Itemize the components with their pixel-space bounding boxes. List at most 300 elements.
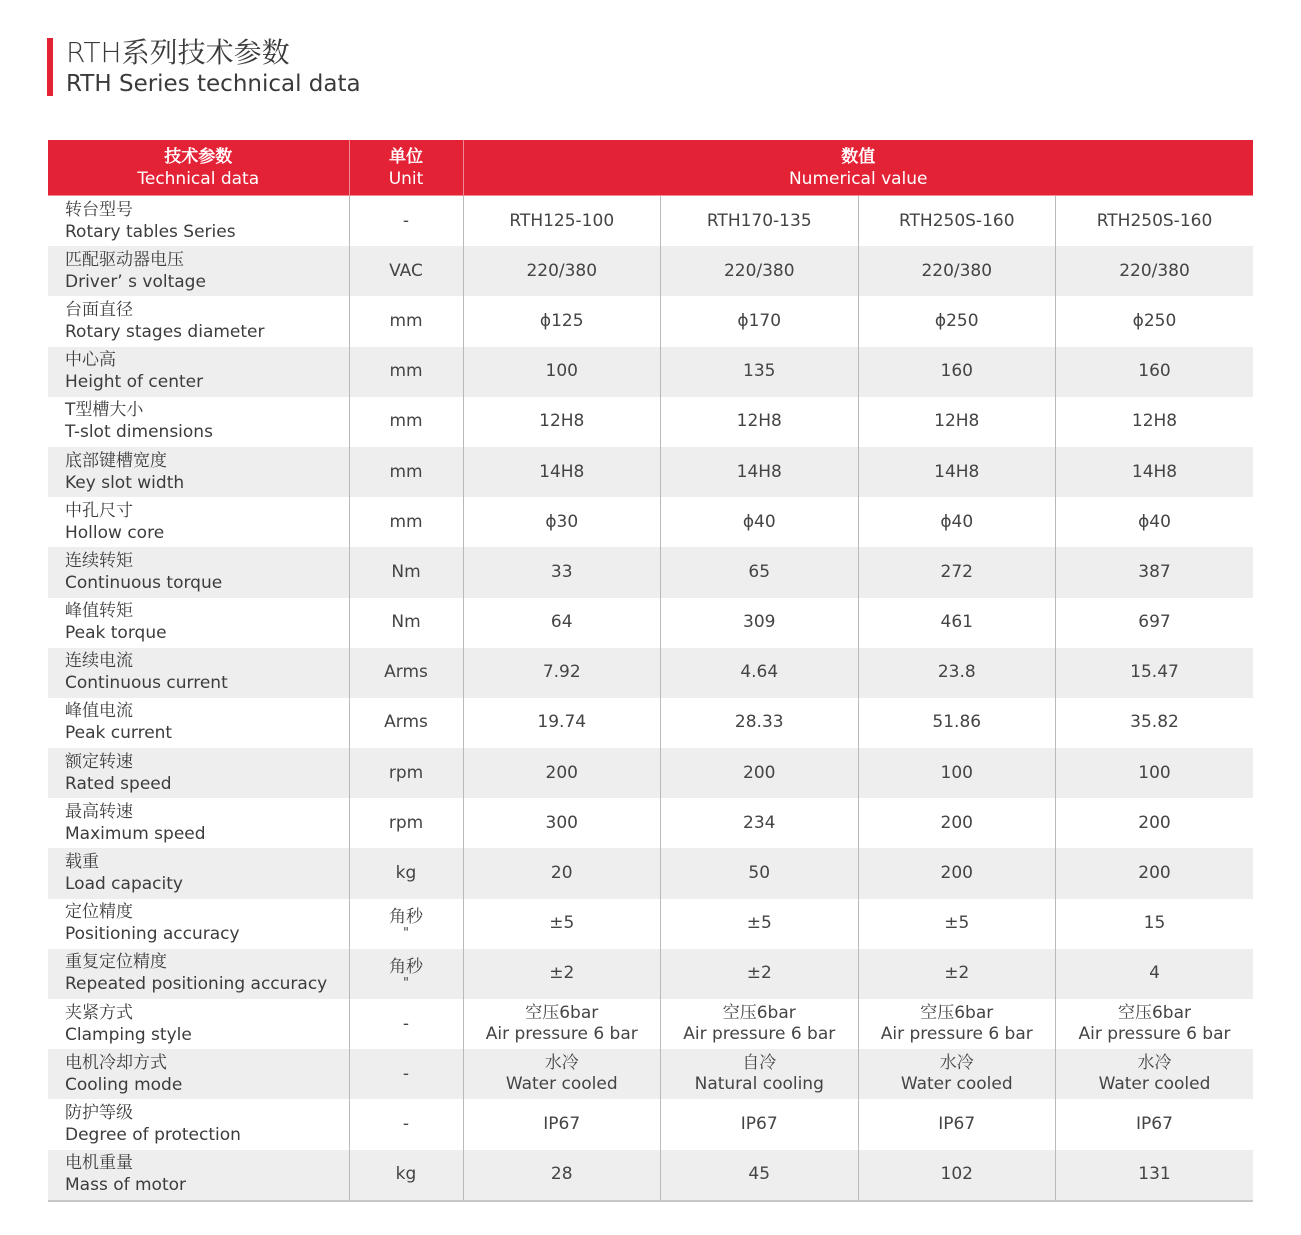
value-text: 131 [1138, 1164, 1171, 1185]
value-cell [1056, 999, 1254, 1049]
value-line: Air pressure 6 bar [880, 1024, 1033, 1045]
value-text: 4 [1149, 963, 1160, 984]
table-row [48, 798, 1253, 848]
value-text: 200 [743, 762, 776, 783]
param-cell [48, 1099, 349, 1149]
param-label-zh: 电机冷却方式 [65, 1052, 167, 1073]
param-label-zh: 定位精度 [65, 902, 133, 923]
param-label-en: Rated speed [65, 773, 172, 794]
value-cell [661, 547, 859, 597]
value-text: ϕ250 [1132, 310, 1177, 331]
unit-label: - [402, 210, 410, 231]
value-line: 水冷 [939, 1053, 974, 1074]
value-text: 65 [748, 561, 771, 582]
param-label-en: Load capacity [65, 874, 183, 895]
page-title-en: RTH Series technical data [66, 71, 361, 97]
unit-sub-label: " [403, 926, 409, 942]
param-cell [48, 748, 349, 798]
param-label-zh: 夹紧方式 [65, 1002, 133, 1023]
value-cell [1056, 1099, 1254, 1149]
value-cell [858, 949, 1056, 999]
value-cell [463, 547, 661, 597]
param-label-en: Degree of protection [65, 1124, 241, 1145]
value-cell [661, 497, 859, 547]
value-line: 空压6bar [722, 1003, 796, 1024]
value-text: IP67 [740, 1113, 778, 1134]
value-cell [661, 347, 859, 397]
param-cell [48, 899, 349, 949]
param-label-en: Continuous torque [65, 572, 223, 593]
param-label-zh: 台面直径 [65, 299, 133, 320]
value-text: 19.74 [537, 712, 587, 733]
unit-cell [349, 798, 463, 848]
unit-label: 角秒 [389, 957, 423, 978]
table-row [48, 648, 1253, 698]
table-row [48, 949, 1253, 999]
value-cell [1056, 497, 1254, 547]
param-cell [48, 196, 349, 247]
value-cell [858, 648, 1056, 698]
value-text: 35.82 [1130, 712, 1179, 733]
table-header-row [48, 140, 1253, 196]
param-label-zh: 连续电流 [65, 651, 133, 672]
unit-cell [349, 397, 463, 447]
table-row [48, 698, 1253, 748]
value-cell [661, 748, 859, 798]
value-line: 水冷 [544, 1053, 579, 1074]
technical-data-table [48, 140, 1253, 1202]
value-text: 100 [940, 762, 973, 783]
unit-cell [349, 999, 463, 1049]
param-cell [48, 497, 349, 547]
value-text: 387 [1138, 561, 1171, 582]
value-text: 14H8 [934, 461, 980, 482]
value-line: 水冷 [1137, 1053, 1172, 1074]
value-cell [661, 949, 859, 999]
unit-cell [349, 598, 463, 648]
value-cell [858, 698, 1056, 748]
table-row [48, 1049, 1253, 1099]
value-cell [463, 1049, 661, 1099]
header-value-en: Numerical value [788, 168, 928, 189]
value-text: ±5 [944, 913, 970, 934]
unit-cell [349, 1099, 463, 1149]
param-label-en: Rotary tables Series [65, 221, 236, 242]
value-cell [463, 497, 661, 547]
value-cell [1056, 296, 1254, 346]
unit-cell [349, 848, 463, 898]
value-text: 33 [550, 561, 573, 582]
value-text: ϕ40 [742, 511, 776, 532]
param-label-en: Peak torque [65, 623, 167, 644]
value-text: 200 [1138, 812, 1171, 833]
unit-label: mm [389, 511, 423, 532]
value-text: 4.64 [740, 662, 779, 683]
param-cell [48, 397, 349, 447]
value-text: 45 [748, 1164, 771, 1185]
param-label-en: Key slot width [65, 472, 185, 493]
param-cell [48, 246, 349, 296]
header-value-zh: 数值 [841, 146, 876, 167]
table-row [48, 848, 1253, 898]
value-text: 220/380 [723, 260, 795, 281]
value-cell [661, 1049, 859, 1099]
value-cell [1056, 848, 1254, 898]
value-cell [858, 899, 1056, 949]
param-label-zh: 峰值转矩 [65, 601, 133, 622]
value-cell [661, 196, 859, 247]
value-text: 28.33 [734, 712, 784, 733]
unit-label: - [402, 1113, 410, 1134]
value-cell [463, 196, 661, 247]
param-label-en: Maximum speed [65, 823, 206, 844]
param-label-zh: 匹配驱动器电压 [65, 249, 184, 270]
page-title-zh: RTH系列技术参数 [66, 36, 290, 69]
unit-cell [349, 748, 463, 798]
param-label-zh: 额定转速 [65, 751, 133, 772]
value-text: 12H8 [934, 411, 980, 432]
unit-label: Arms [384, 662, 428, 683]
param-label-en: Peak current [65, 723, 173, 744]
value-cell [858, 999, 1056, 1049]
unit-cell [349, 1049, 463, 1099]
unit-label: mm [389, 361, 423, 382]
unit-cell [349, 648, 463, 698]
value-cell [463, 347, 661, 397]
table-row [48, 598, 1253, 648]
param-label-zh: 重复定位精度 [65, 952, 167, 973]
unit-cell [349, 347, 463, 397]
value-cell [1056, 1049, 1254, 1099]
value-cell [463, 1150, 661, 1201]
table-row [48, 196, 1253, 247]
param-label-zh: 峰值电流 [65, 701, 133, 722]
param-label-zh: 连续转矩 [65, 550, 133, 571]
param-cell [48, 648, 349, 698]
value-text: 220/380 [526, 260, 598, 281]
unit-cell [349, 899, 463, 949]
header-numerical-value [463, 140, 1253, 196]
value-cell [661, 598, 859, 648]
param-cell [48, 798, 349, 848]
unit-cell [349, 1150, 463, 1201]
value-cell [463, 848, 661, 898]
header-param-en: Technical data [137, 168, 260, 189]
value-line: 空压6bar [1117, 1003, 1191, 1024]
table-row [48, 748, 1253, 798]
value-text: 220/380 [921, 260, 993, 281]
value-text: 12H8 [736, 411, 782, 432]
value-text: RTH170-135 [706, 210, 812, 231]
value-text: ±2 [549, 963, 575, 984]
value-text: IP67 [938, 1113, 976, 1134]
value-cell [463, 748, 661, 798]
value-cell [858, 246, 1056, 296]
value-text: ϕ40 [940, 511, 974, 532]
value-text: 234 [743, 812, 776, 833]
value-text: 12H8 [539, 411, 585, 432]
param-label-zh: 载重 [65, 852, 99, 873]
value-cell [463, 397, 661, 447]
unit-label: rpm [388, 762, 424, 783]
value-cell [661, 698, 859, 748]
unit-label: kg [395, 1164, 417, 1185]
unit-cell [349, 547, 463, 597]
value-cell [661, 899, 859, 949]
value-text: 102 [940, 1164, 973, 1185]
value-text: ±2 [746, 963, 772, 984]
value-cell [661, 296, 859, 346]
value-line: Air pressure 6 bar [1078, 1024, 1231, 1045]
value-text: RTH125-100 [509, 210, 615, 231]
param-cell [48, 848, 349, 898]
value-text: 100 [545, 361, 578, 382]
value-cell [1056, 748, 1254, 798]
value-text: 100 [1138, 762, 1171, 783]
value-cell [463, 798, 661, 848]
value-text: 64 [550, 612, 573, 633]
value-text: ϕ30 [545, 511, 579, 532]
value-text: 160 [1138, 361, 1171, 382]
param-cell [48, 296, 349, 346]
value-text: ϕ170 [737, 310, 782, 331]
value-cell [1056, 1150, 1254, 1201]
value-cell [1056, 246, 1254, 296]
unit-label: - [402, 1063, 410, 1084]
unit-cell [349, 698, 463, 748]
value-text: 300 [545, 812, 578, 833]
value-text: RTH250S-160 [1096, 210, 1213, 231]
unit-cell [349, 497, 463, 547]
unit-cell [349, 246, 463, 296]
value-cell [661, 246, 859, 296]
unit-label: 角秒 [389, 907, 423, 928]
value-text: 200 [545, 762, 578, 783]
value-cell [1056, 698, 1254, 748]
value-cell [858, 1049, 1056, 1099]
table-row [48, 899, 1253, 949]
param-label-zh: 中心高 [65, 350, 116, 371]
unit-label: rpm [388, 812, 424, 833]
value-text: 220/380 [1119, 260, 1190, 281]
unit-label: mm [389, 310, 423, 331]
table-row [48, 347, 1253, 397]
table-body [48, 196, 1253, 1201]
value-text: IP67 [1136, 1113, 1173, 1134]
header-param-zh: 技术参数 [164, 146, 233, 167]
table-row [48, 447, 1253, 497]
value-text: ±2 [944, 963, 970, 984]
value-cell [858, 547, 1056, 597]
unit-cell [349, 296, 463, 346]
value-cell [858, 848, 1056, 898]
table-row [48, 547, 1253, 597]
value-text: 200 [940, 812, 973, 833]
value-cell [463, 899, 661, 949]
param-cell [48, 949, 349, 999]
value-cell [858, 1150, 1056, 1201]
value-text: 14H8 [1131, 461, 1178, 482]
unit-label: mm [389, 461, 423, 482]
value-text: ±5 [746, 913, 772, 934]
unit-cell [349, 196, 463, 247]
param-label-en: Rotary stages diameter [65, 321, 265, 342]
header-unit [349, 140, 463, 196]
table-row [48, 1150, 1253, 1201]
unit-label: - [402, 1013, 410, 1034]
unit-label: Arms [384, 712, 428, 733]
value-text: 50 [748, 863, 771, 884]
value-text: 200 [1138, 863, 1171, 884]
param-label-en: Positioning accuracy [65, 924, 240, 945]
value-line: Air pressure 6 bar [683, 1024, 836, 1045]
value-cell [463, 999, 661, 1049]
header-unit-zh: 单位 [389, 146, 423, 167]
unit-label: Nm [391, 612, 421, 633]
value-cell [1056, 397, 1254, 447]
value-cell [661, 798, 859, 848]
value-text: 15.47 [1130, 662, 1179, 683]
value-cell [463, 246, 661, 296]
param-label-zh: T型槽大小 [65, 400, 144, 421]
param-label-en: T-slot dimensions [65, 422, 213, 443]
value-cell [1056, 899, 1254, 949]
param-label-en: Cooling mode [65, 1074, 183, 1095]
value-cell [858, 598, 1056, 648]
param-cell [48, 1150, 349, 1201]
value-cell [661, 848, 859, 898]
value-text: 309 [743, 612, 776, 633]
table-row [48, 296, 1253, 346]
unit-label: VAC [389, 260, 423, 281]
value-cell [1056, 648, 1254, 698]
value-cell [1056, 798, 1254, 848]
value-cell [858, 196, 1056, 247]
value-cell [1056, 949, 1254, 999]
unit-sub-label: " [403, 976, 409, 992]
value-cell [661, 447, 859, 497]
table-row [48, 1099, 1253, 1149]
unit-cell [349, 447, 463, 497]
value-cell [858, 397, 1056, 447]
value-line: 空压6bar [525, 1003, 599, 1024]
param-cell [48, 598, 349, 648]
param-label-zh: 底部键槽宽度 [65, 450, 167, 471]
table-row [48, 999, 1253, 1049]
value-text: RTH250S-160 [898, 210, 1015, 231]
param-cell [48, 999, 349, 1049]
value-cell [858, 296, 1056, 346]
value-cell [1056, 598, 1254, 648]
param-cell [48, 547, 349, 597]
value-cell [1056, 447, 1254, 497]
table-row [48, 246, 1253, 296]
param-label-zh: 防护等级 [65, 1102, 133, 1123]
unit-label: mm [389, 411, 423, 432]
param-label-zh: 最高转速 [65, 801, 133, 822]
value-cell [463, 598, 661, 648]
value-text: 23.8 [937, 662, 976, 683]
value-cell [463, 296, 661, 346]
value-line: Air pressure 6 bar [485, 1024, 638, 1045]
value-line: Natural cooling [694, 1074, 824, 1095]
value-cell [858, 347, 1056, 397]
value-cell [661, 999, 859, 1049]
value-cell [463, 698, 661, 748]
value-cell [1056, 547, 1254, 597]
value-text: 12H8 [1131, 411, 1178, 432]
value-text: 7.92 [542, 662, 581, 683]
value-cell [661, 648, 859, 698]
value-text: 14H8 [736, 461, 782, 482]
unit-cell [349, 949, 463, 999]
value-cell [463, 648, 661, 698]
value-text: 160 [940, 361, 973, 382]
value-cell [463, 949, 661, 999]
param-label-en: Repeated positioning accuracy [65, 974, 328, 995]
table-row [48, 397, 1253, 447]
value-cell [661, 1150, 859, 1201]
value-cell [858, 1099, 1056, 1149]
value-cell [858, 447, 1056, 497]
value-cell [463, 447, 661, 497]
value-text: 200 [940, 863, 973, 884]
unit-label: kg [395, 863, 417, 884]
value-line: Water cooled [505, 1074, 618, 1095]
value-line: Water cooled [1098, 1074, 1211, 1095]
value-text: 51.86 [932, 712, 982, 733]
value-cell [1056, 196, 1254, 247]
value-text: 135 [743, 361, 776, 382]
value-cell [661, 397, 859, 447]
value-text: 20 [550, 863, 573, 884]
value-line: 自冷 [742, 1053, 777, 1074]
value-cell [858, 748, 1056, 798]
param-label-en: Height of center [65, 372, 204, 393]
param-cell [48, 447, 349, 497]
value-line: 空压6bar [920, 1003, 994, 1024]
value-cell [463, 1099, 661, 1149]
param-cell [48, 1049, 349, 1099]
value-text: IP67 [543, 1113, 581, 1134]
param-label-zh: 电机重量 [65, 1153, 133, 1174]
accent-bar [47, 38, 53, 96]
param-label-en: Driver’ s voltage [65, 271, 206, 292]
table-row [48, 497, 1253, 547]
value-cell [858, 798, 1056, 848]
value-text: 28 [550, 1164, 573, 1185]
param-label-en: Continuous current [65, 673, 228, 694]
param-cell [48, 347, 349, 397]
param-label-en: Mass of motor [65, 1175, 187, 1196]
value-text: 272 [940, 561, 973, 582]
value-text: ϕ40 [1138, 511, 1171, 532]
value-line: Water cooled [900, 1074, 1013, 1095]
param-cell [48, 698, 349, 748]
value-text: 14H8 [539, 461, 585, 482]
value-text: 461 [940, 612, 973, 633]
value-text: ±5 [549, 913, 575, 934]
header-technical-data [48, 140, 349, 196]
param-label-en: Hollow core [65, 522, 165, 543]
param-label-zh: 中孔尺寸 [65, 500, 133, 521]
value-text: ϕ125 [539, 310, 584, 331]
value-text: ϕ250 [934, 310, 979, 331]
value-cell [661, 1099, 859, 1149]
param-label-en: Clamping style [65, 1024, 192, 1045]
value-text: 697 [1138, 612, 1171, 633]
value-cell [858, 497, 1056, 547]
